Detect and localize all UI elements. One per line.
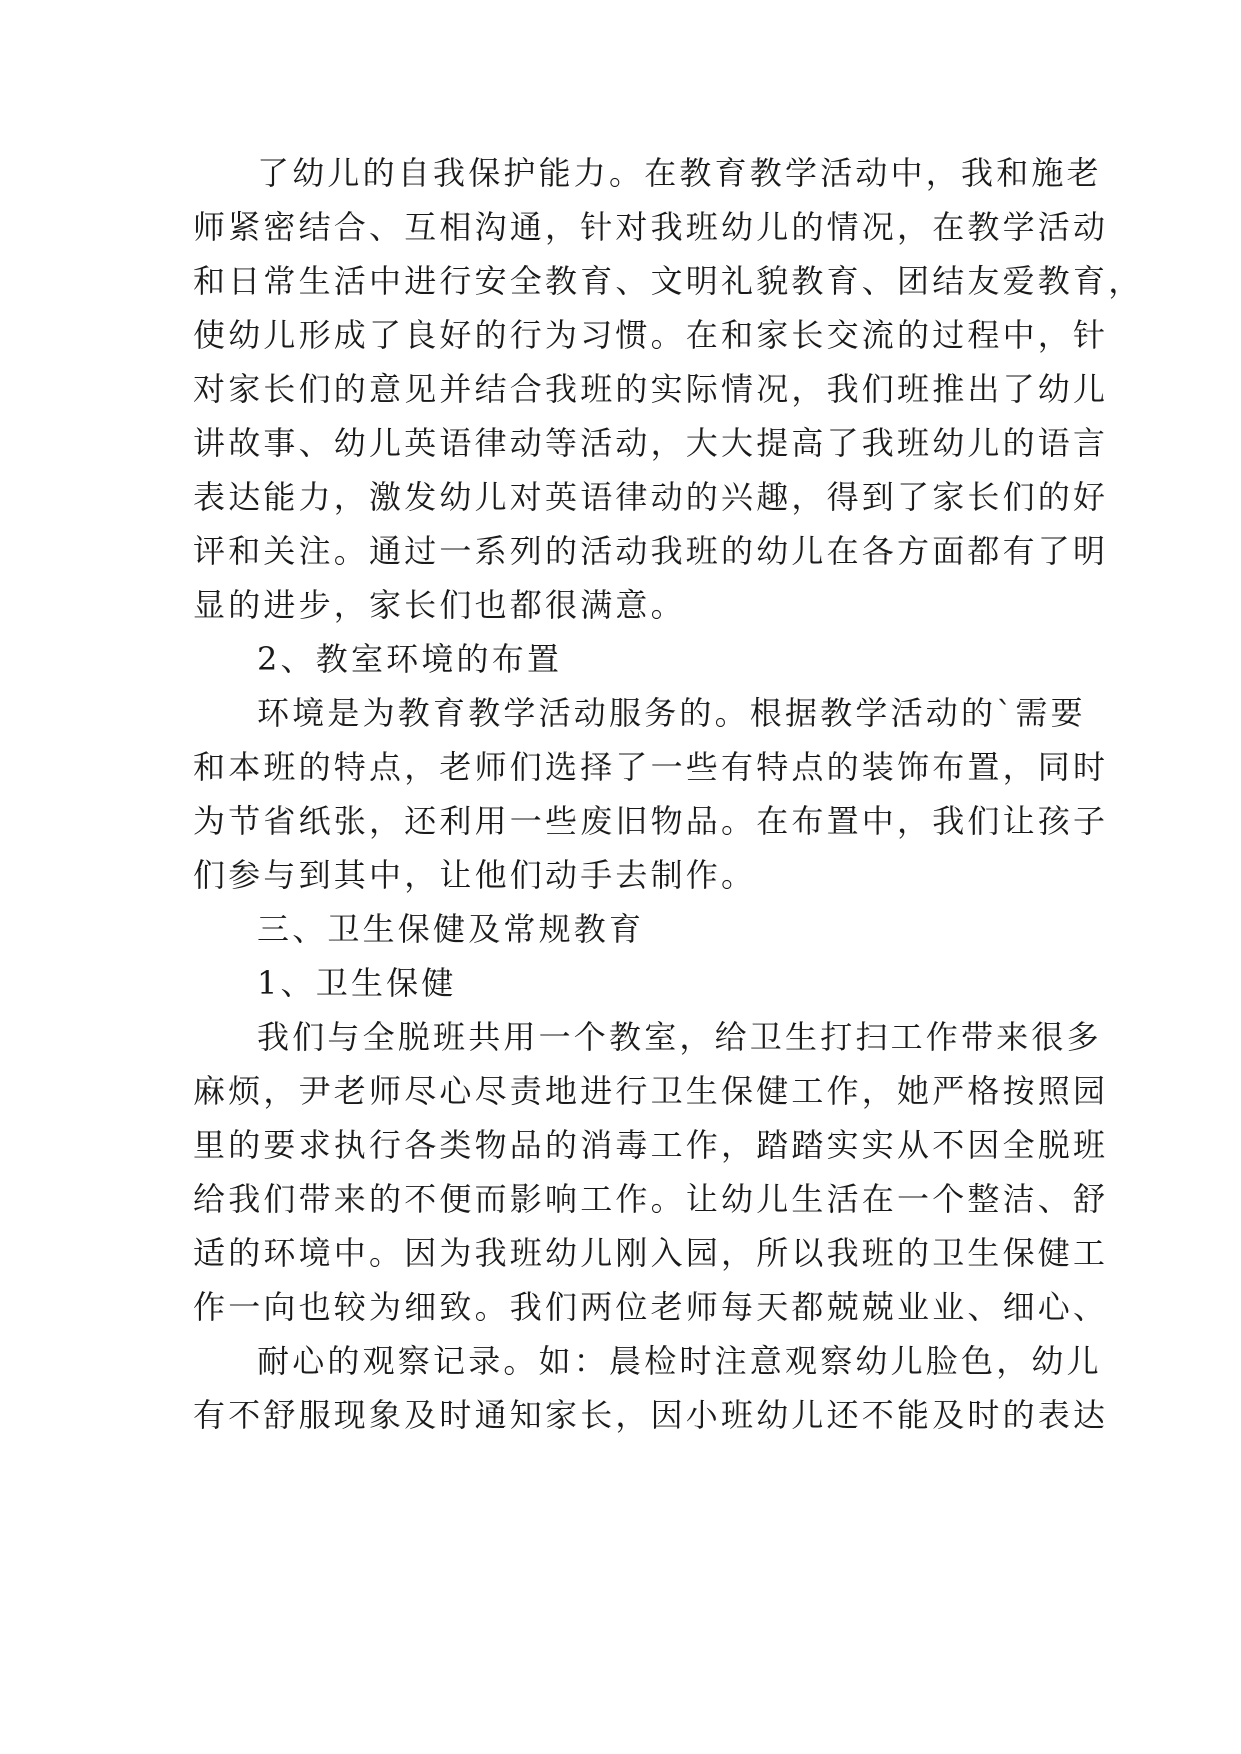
text-line: 环境是为教育教学活动服务的。根据教学活动的`需要 (257, 694, 1086, 732)
text-line: 表达能力，激发幼儿对英语律动的兴趣，得到了家长们的好 (193, 478, 1109, 516)
text-line: 为节省纸张，还利用一些废旧物品。在布置中，我们让孩子 (193, 802, 1109, 840)
text-line: 们参与到其中，让他们动手去制作。 (193, 856, 757, 894)
text-line: 显的进步，家长们也都很满意。 (193, 586, 686, 624)
text-line: 给我们带来的不便而影响工作。让幼儿生活在一个整洁、舒 (193, 1180, 1109, 1218)
text-line: 评和关注。通过一系列的活动我班的幼儿在各方面都有了明 (193, 532, 1109, 570)
text-line: 适的环境中。因为我班幼儿刚入园，所以我班的卫生保健工 (193, 1234, 1109, 1272)
text-line: 麻烦，尹老师尽心尽责地进行卫生保健工作，她严格按照园 (193, 1072, 1109, 1110)
text-line: 有不舒服现象及时通知家长，因小班幼儿还不能及时的表达 (193, 1396, 1109, 1434)
section-heading: 1、卫生保健 (257, 964, 457, 1002)
text-line: 和本班的特点，老师们选择了一些有特点的装饰布置，同时 (193, 748, 1109, 786)
text-line: 对家长们的意见并结合我班的实际情况，我们班推出了幼儿 (193, 370, 1109, 408)
text-line: 和日常生活中进行安全教育、文明礼貌教育、团结友爱教育， (193, 262, 1144, 300)
text-line: 使幼儿形成了良好的行为习惯。在和家长交流的过程中，针 (193, 316, 1109, 354)
text-line: 师紧密结合、互相沟通，针对我班幼儿的情况，在教学活动 (193, 208, 1109, 246)
text-line: 我们与全脱班共用一个教室，给卫生打扫工作带来很多 (257, 1018, 1102, 1056)
text-line: 讲故事、幼儿英语律动等活动，大大提高了我班幼儿的语言 (193, 424, 1109, 462)
section-heading: 三、卫生保健及常规教育 (257, 910, 645, 948)
text-line: 耐心的观察记录。如：晨检时注意观察幼儿脸色，幼儿 (257, 1342, 1102, 1380)
text-line: 里的要求执行各类物品的消毒工作，踏踏实实从不因全脱班 (193, 1126, 1109, 1164)
section-heading: 2、教室环境的布置 (257, 640, 563, 678)
text-line: 了幼儿的自我保护能力。在教育教学活动中，我和施老 (257, 154, 1102, 192)
text-line: 作一向也较为细致。我们两位老师每天都兢兢业业、细心、 (193, 1288, 1109, 1326)
